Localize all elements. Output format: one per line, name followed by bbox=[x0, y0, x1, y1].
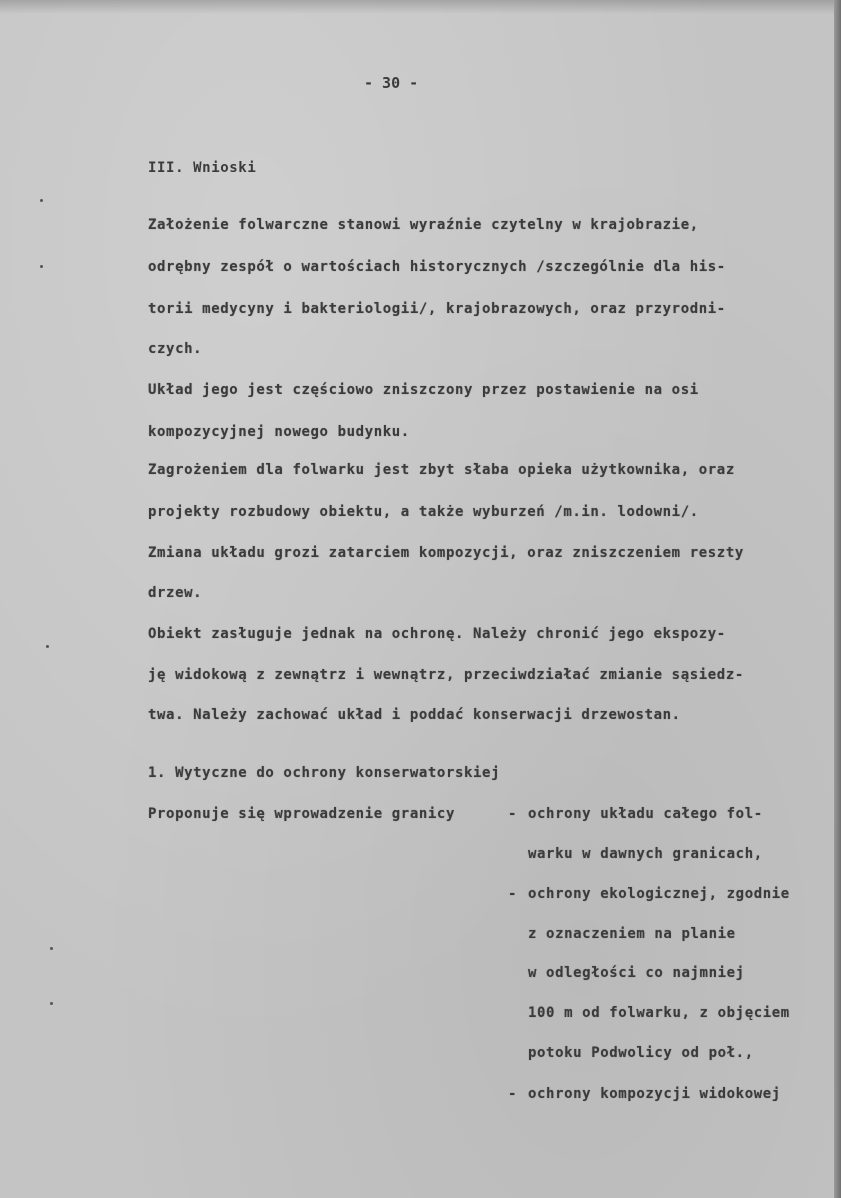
scan-speck bbox=[50, 947, 53, 950]
scan-speck bbox=[40, 199, 43, 202]
scan-speck bbox=[40, 265, 43, 268]
item-2-line-5: potoku Podwolicy od poł., bbox=[528, 1045, 754, 1061]
item-1-dash: - bbox=[508, 806, 518, 822]
paragraph-1-line-3: torii medycyny i bakteriologii/, krajobrazowych, oraz przyrodni- bbox=[148, 301, 726, 317]
paragraph-3-line-2: projekty rozbudowy obiektu, a także wyburzeń /m.in. lodowni/. bbox=[148, 504, 699, 520]
paragraph-5-line-1: Obiekt zasługuje jednak na ochronę. Należy chronić jego ekspozy- bbox=[148, 626, 726, 642]
item-2-dash: - bbox=[508, 886, 518, 902]
scan-speck bbox=[46, 645, 49, 648]
item-1-line-2: warku w dawnych granicach, bbox=[528, 846, 763, 862]
item-3-dash: - bbox=[508, 1086, 518, 1102]
paragraph-2-line-1: Układ jego jest częściowo zniszczony przez postawienie na osi bbox=[148, 382, 699, 398]
item-2-line-4: 100 m od folwarku, z objęciem bbox=[528, 1005, 790, 1021]
paragraph-4-line-1: Zmiana układu grozi zatarciem kompozycji, oraz zniszczeniem reszty bbox=[148, 545, 744, 561]
paragraph-1-line-2: odrębny zespół o wartościach historycznych /szczególnie dla his- bbox=[148, 259, 726, 275]
paragraph-1-line-1: Założenie folwarczne stanowi wyraźnie czytelny w krajobrazie, bbox=[148, 217, 699, 233]
scan-speck bbox=[50, 1002, 53, 1005]
paragraph-1-line-4: czych. bbox=[148, 341, 203, 357]
scan-right-edge bbox=[834, 0, 841, 1198]
item-1-line-1: ochrony układu całego fol- bbox=[528, 806, 763, 822]
item-2-line-1: ochrony ekologicznej, zgodnie bbox=[528, 886, 790, 902]
page-number: - 30 - bbox=[364, 74, 419, 92]
section-intro: Proponuje się wprowadzenie granicy bbox=[148, 806, 455, 822]
item-2-line-2: z oznaczeniem na planie bbox=[528, 926, 736, 942]
item-2-line-3: w odległości co najmniej bbox=[528, 965, 745, 981]
paragraph-3-line-1: Zagrożeniem dla folwarku jest zbyt słaba opieka użytkownika, oraz bbox=[148, 462, 735, 478]
scan-shadow bbox=[0, 0, 834, 14]
paragraph-5-line-2: ję widokową z zewnątrz i wewnątrz, przeciwdziałać zmianie sąsiedz- bbox=[148, 667, 744, 683]
paragraph-4-line-2: drzew. bbox=[148, 585, 203, 601]
section-heading: III. Wnioski bbox=[148, 160, 257, 176]
paragraph-2-line-2: kompozycyjnej nowego budynku. bbox=[148, 424, 410, 440]
paragraph-5-line-3: twa. Należy zachować układ i poddać konserwacji drzewostan. bbox=[148, 707, 681, 723]
section-title: 1. Wytyczne do ochrony konserwatorskiej bbox=[148, 765, 501, 781]
item-3-line-1: ochrony kompozycji widokowej bbox=[528, 1086, 781, 1102]
